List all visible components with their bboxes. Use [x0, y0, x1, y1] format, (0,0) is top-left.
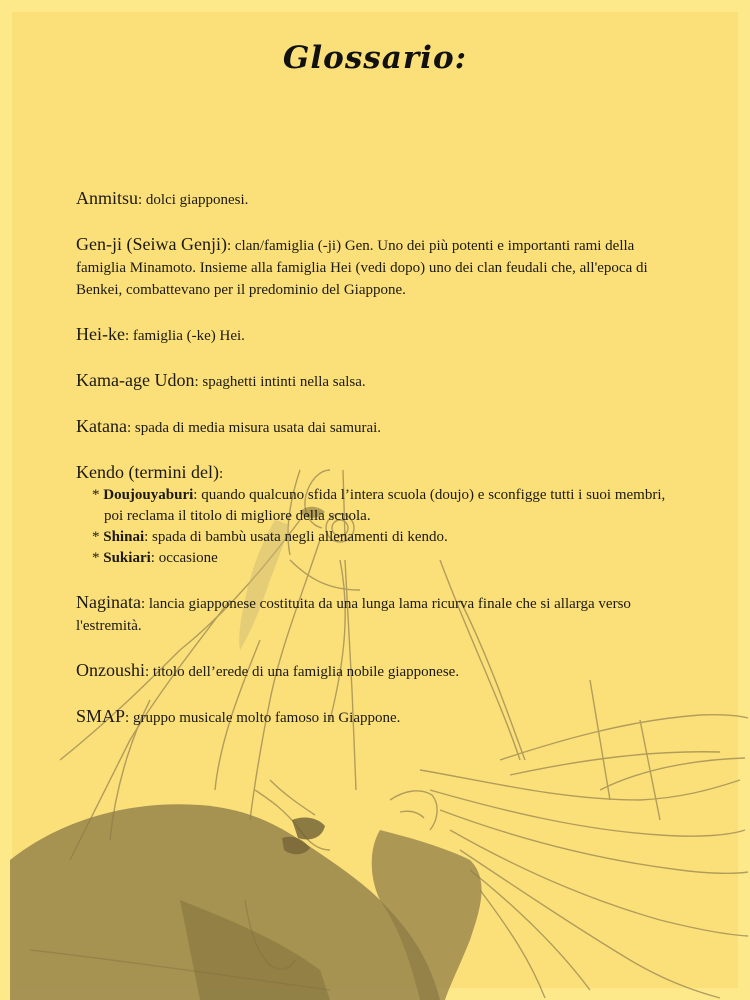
glossary-term: Katana [76, 416, 127, 436]
glossary-term: Gen-ji (Seiwa Genji) [76, 234, 227, 254]
glossary-definition: : dolci giapponesi. [138, 192, 249, 208]
glossary-subdefinition: : occasione [150, 550, 218, 566]
list-item: * Shinai: spada di bambù usata negli allenamenti di kendo. [92, 529, 448, 545]
glossary-term: SMAP [76, 706, 126, 726]
glossary-subterm: Doujouyaburi [103, 487, 194, 503]
list-item: * Sukiari: occasione [92, 550, 218, 566]
glossary-entry [76, 323, 686, 347]
glossary-subdefinition: : quando qualcuno sfida l’intera scuola (doujo) e sconfigge tutti i suoi membri, poi reclama il titolo di migliore della scuola. [104, 487, 666, 524]
glossary-entry-kendo [76, 461, 686, 569]
glossary-subterm: Shinai [103, 529, 145, 545]
glossary-definition: : spaghetti intinti nella salsa. [194, 374, 366, 390]
glossary-term: Hei-ke [76, 324, 125, 344]
glossary-entry [76, 369, 686, 393]
page-title: Glossario: [282, 40, 468, 76]
glossary-term: Kendo (termini del) [76, 462, 219, 482]
glossary-term: Onzoushi [76, 660, 145, 680]
glossary-entry [76, 233, 686, 301]
glossary-term: Kama-age Udon [76, 370, 195, 390]
kendo-subterm-list [92, 485, 686, 569]
glossary-term: Naginata [76, 592, 141, 612]
glossary-definition: : famiglia (-ke) Hei. [124, 328, 245, 344]
list-item: * Doujouyaburi: quando qualcuno sfida l’intera scuola (doujo) e sconfigge tutti i suoi membri, poi reclama il titolo di migliore della scuola. [92, 487, 666, 524]
glossary-entry [76, 705, 686, 729]
glossary-entry [76, 187, 686, 211]
glossary-entry [76, 591, 686, 637]
glossary-term: Anmitsu [76, 188, 139, 208]
glossary-entry [76, 415, 686, 439]
glossary-definition: : spada di media misura usata dai samurai. [126, 420, 382, 436]
glossary-definition: : titolo dell’erede di una famiglia nobile giapponese. [145, 664, 460, 680]
glossary-definition: : clan/famiglia (-ji) Gen. Uno dei più potenti e importanti rami della famiglia Minamoto. Insieme alla famiglia Hei (vedi dopo) uno dei clan feudali che, all'epoca di Benkei, combattevano per il predominio del Giappone. [76, 238, 648, 298]
glossary-entry [76, 659, 686, 683]
glossary-list [76, 187, 686, 751]
glossary-definition: : [218, 466, 224, 482]
glossary-subterm: Sukiari [103, 550, 151, 566]
glossary-subdefinition: : spada di bambù usata negli allenamenti di kendo. [144, 529, 448, 545]
glossary-definition: : gruppo musicale molto famoso in Giappone. [125, 710, 401, 726]
glossary-definition: : lancia giapponese costituita da una lunga lama ricurva finale che si allarga verso l'estremità. [76, 596, 631, 634]
